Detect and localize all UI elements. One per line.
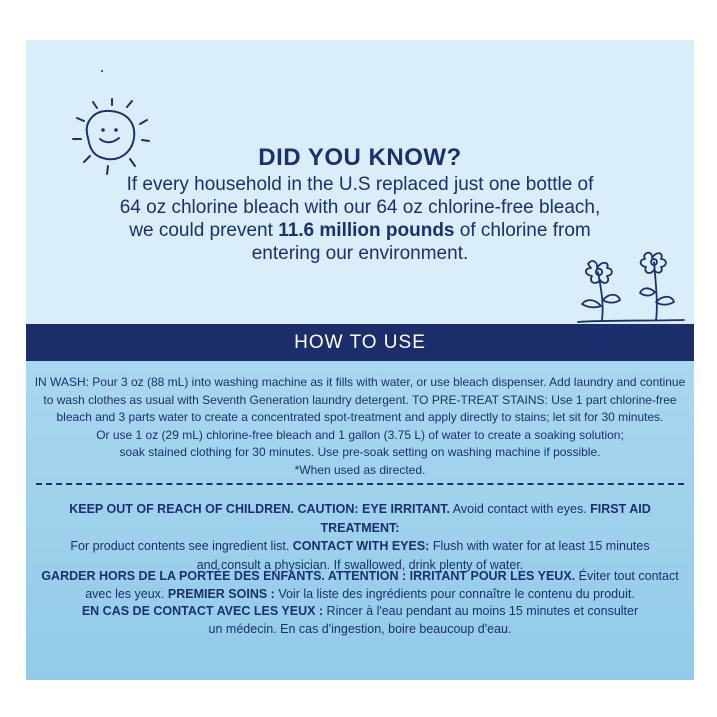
instruction-line: to wash clothes as usual with Seventh Generation laundry detergent. TO PRE-TREAT STAINS: Use 1 part chlorine-free <box>43 392 677 407</box>
warning-text: Flush with water for at least 15 minutes <box>429 539 650 553</box>
instruction-line: IN WASH: Pour 3 oz (88 mL) into washing machine as it fills with water, or use bleach dispenser. Add laundry and continue <box>34 375 686 389</box>
did-you-know-section <box>26 40 694 324</box>
highlight-amount: 11.6 million pounds <box>278 220 455 241</box>
warnings-english <box>34 500 686 574</box>
how-to-use-instructions <box>34 374 686 480</box>
how-to-use-heading: HOW TO USE <box>26 324 694 361</box>
instructions-section <box>26 361 694 680</box>
instruction-line: Or use 1 oz (29 mL) chlorine-free bleach and 1 gallon (3.75 L) of water to create a soaking solution; <box>96 427 624 442</box>
warning-line <box>34 500 686 537</box>
warning-text: Avoid contact with eyes. <box>450 502 591 516</box>
warning-text: Voir la liste des ingrédients pour connaître le contenu du produit. <box>274 586 635 601</box>
text-segment: we could prevent <box>129 220 279 241</box>
warning-bold: KEEP OUT OF REACH OF CHILDREN. CAUTION: EYE IRRITANT. <box>69 502 451 516</box>
warning-line <box>34 603 686 621</box>
warning-line: un médecin. En cas d'ingestion, boire beaucoup d'eau. <box>208 621 512 636</box>
instruction-line: soak stained clothing for 30 minutes. Use pre-soak setting on washing machine if possible. <box>119 445 601 460</box>
warning-line <box>34 568 686 586</box>
warning-line <box>34 537 686 556</box>
did-you-know-line <box>26 219 694 242</box>
did-you-know-line: If every household in the U.S replaced just one bottle of <box>126 174 594 195</box>
warning-text: Rincer à l'eau pendant au moins 15 minutes et consulter <box>323 604 639 618</box>
instruction-footnote: *When used as directed. <box>294 462 426 477</box>
warning-bold: FIRST AID TREATMENT: <box>320 502 651 535</box>
warning-bold: PREMIER SOINS : <box>167 586 275 601</box>
did-you-know-block <box>26 144 694 265</box>
warning-text: Éviter tout contact <box>575 569 679 583</box>
did-you-know-line: 64 oz chlorine bleach with our 64 oz chlorine-free bleach, <box>119 197 601 218</box>
warning-bold: CONTACT WITH EYES: <box>292 539 430 553</box>
did-you-know-line: entering our environment. <box>251 243 469 264</box>
dashed-divider <box>36 483 684 485</box>
did-you-know-text <box>26 173 694 265</box>
warning-line <box>34 586 686 604</box>
text-segment: of chlorine from <box>454 220 591 241</box>
warning-line: and consult a physician. If swallowed, drink plenty of water. <box>196 557 524 572</box>
warning-bold: EN CAS DE CONTACT AVEC LES YEUX : <box>81 604 324 618</box>
warning-text: For product contents see ingredient list. <box>70 539 293 553</box>
warning-text: avec les yeux. <box>85 586 168 601</box>
did-you-know-title: DID YOU KNOW? <box>258 144 462 171</box>
instruction-line: bleach and 3 parts water to create a concentrated spot-treatment and apply directly to stains; let sit for 30 minutes. <box>56 410 664 425</box>
warnings-french <box>34 568 686 638</box>
label-panel <box>26 40 694 680</box>
warning-bold: GARDER HORS DE LA PORTÉE DES ENFANTS. ATTENTION : IRRITANT POUR LES YEUX. <box>41 569 576 583</box>
